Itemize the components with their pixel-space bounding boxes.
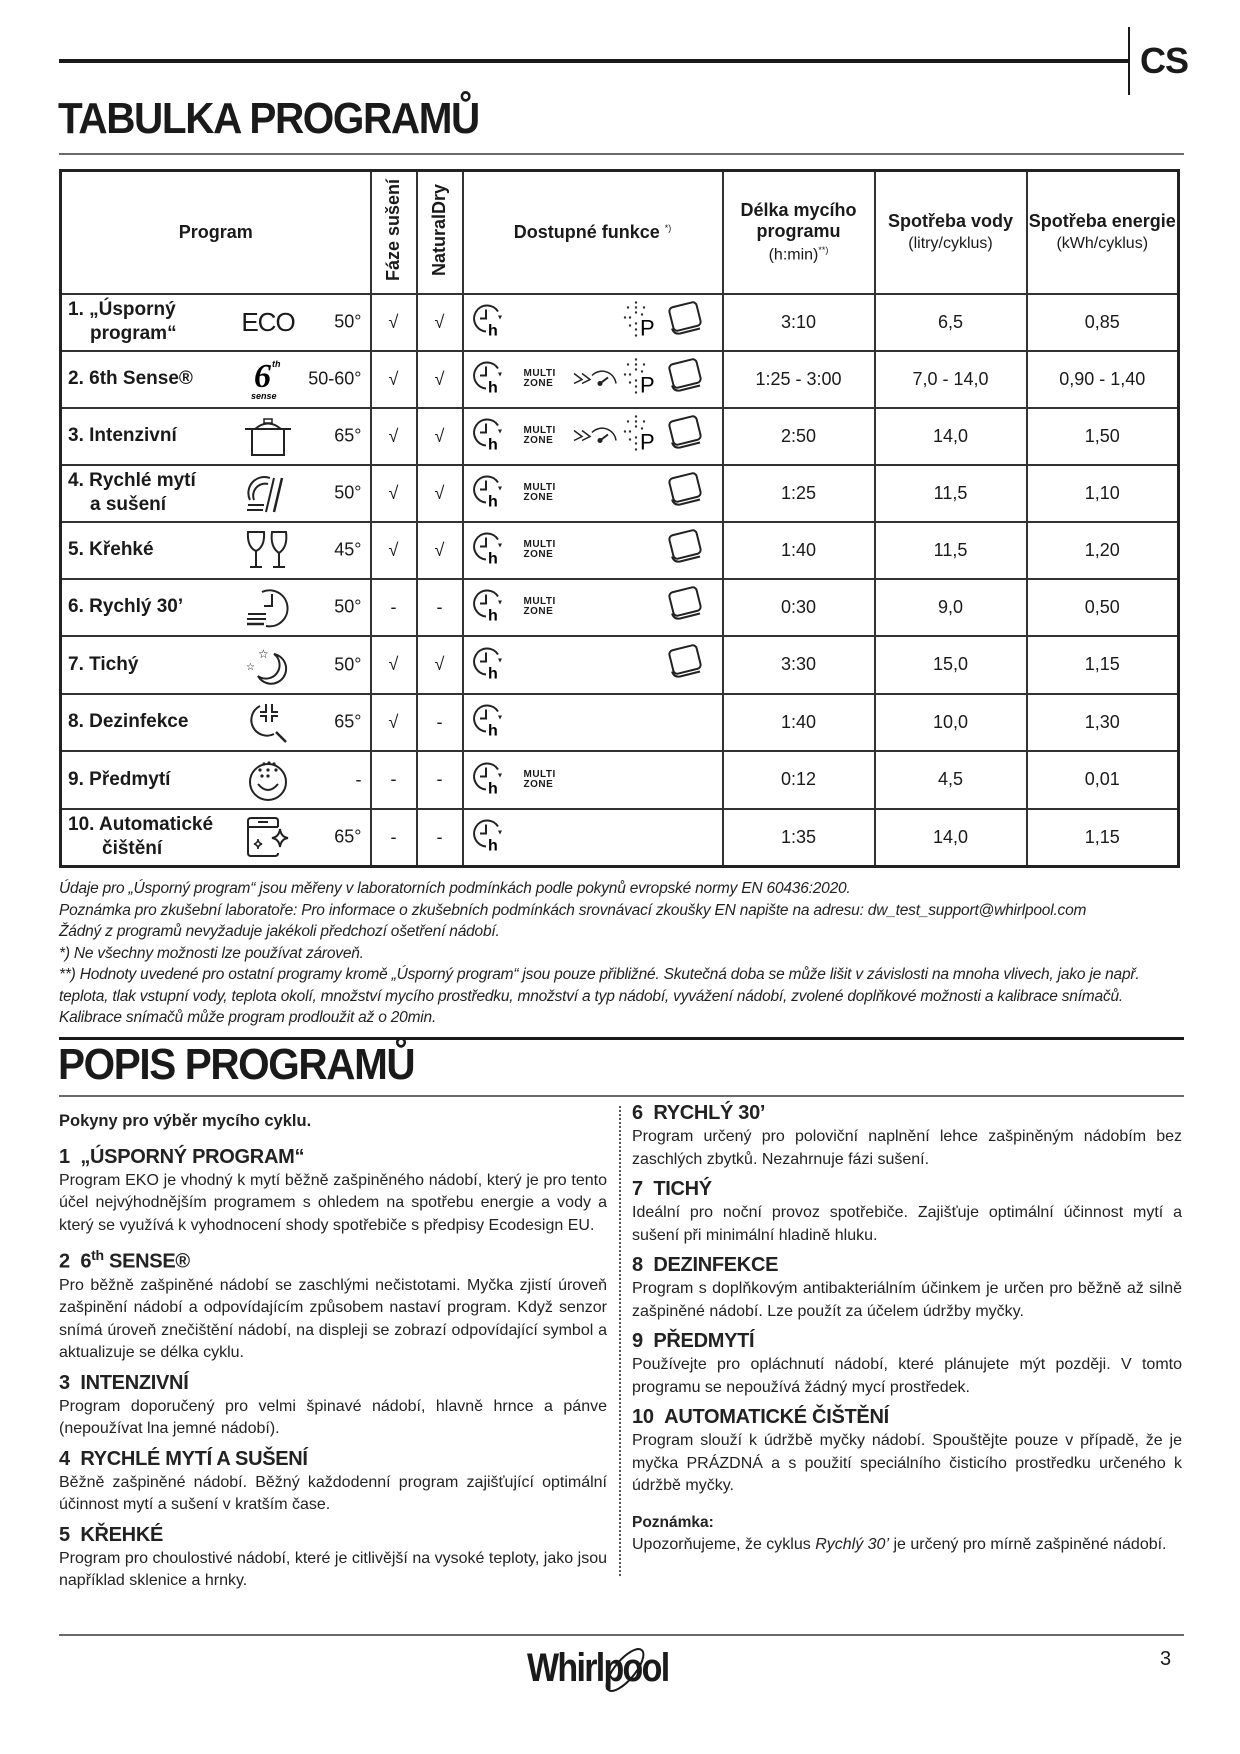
program-name: 3. Intenzivní: [68, 425, 177, 446]
multizone-icon: MULTI ZONE: [523, 539, 556, 560]
auto-clean-icon: [242, 815, 294, 859]
program-table-title: TABULKA PROGRAMŮ: [58, 94, 479, 143]
drying-phase-cell: √: [371, 294, 417, 351]
program-name: 9. Předmytí: [68, 768, 171, 790]
note-title: Poznámka:: [632, 1513, 714, 1531]
power-clean-icon: [622, 357, 658, 397]
program-name: 10. Automatické čištění: [68, 814, 214, 859]
quick-clock-icon: [242, 585, 294, 629]
svg-text:☆: ☆: [258, 646, 269, 661]
prewash-icon: [242, 758, 294, 802]
footnote-approx: **) Hodnoty uvedené pro ostatní programy kromě „Úsporný program“ jsou pouze přibližné. Skutečná doba se může lišit v závislosti na mnoha vlivech, jako je např. teplota, tlak vstupní vody, teplota okolí, množství mycího prostředku, množství a typ nádobí, vyvážení nádobí, zvolené doplňkové možnosti a kalibrace snímačů. Kalibrace snímačů může program prodloužit až o 20min.: [59, 966, 1140, 1026]
program-temperature: 50°: [334, 311, 362, 332]
description-column-right: [632, 1101, 1182, 1557]
energy-cell: 0,90 - 1,40: [1027, 351, 1179, 408]
table-header-row: [61, 171, 1179, 294]
program-description-heading: 5 KŘEHKÉ: [59, 1523, 163, 1546]
water-cell: 10,0: [875, 694, 1027, 751]
program-cell: [61, 694, 371, 751]
drying-phase-cell: -: [371, 809, 417, 867]
table-row: [61, 751, 1179, 809]
program-cell: [61, 751, 371, 809]
svg-text:h: h: [487, 436, 498, 452]
program-description-7: [632, 1177, 1182, 1247]
functions-cell: [463, 694, 723, 751]
drying-phase-cell: √: [371, 636, 417, 694]
program-description-text: Používejte pro opláchnutí nádobí, které plánujete mýt později. V tomto programu se nepoužívá žádný mycí prostředek.: [632, 1356, 1182, 1396]
duration-cell: 3:10: [723, 294, 875, 351]
delay-start-icon: [472, 817, 506, 853]
intro-text: Pokyny pro výběr mycího cyklu.: [59, 1112, 312, 1130]
drying-phase-cell: √: [371, 408, 417, 465]
natural-dry-cell: -: [417, 809, 463, 867]
svg-text:th: th: [272, 359, 281, 369]
header-duration: Délka mycího programu (h:min)**): [723, 171, 875, 294]
water-cell: 7,0 - 14,0: [875, 351, 1027, 408]
svg-text:h: h: [487, 493, 498, 509]
program-table: [59, 169, 1180, 868]
table-row: [61, 408, 1179, 465]
program-name: 4. Rychlé mytí a sušení: [68, 470, 196, 515]
drying-phase-cell: √: [371, 522, 417, 579]
functions-cell: [463, 522, 723, 579]
svg-text:h: h: [487, 607, 498, 623]
delay-start-icon: [472, 473, 506, 509]
program-description-text: Pro běžně zašpiněné nádobí se zaschlými nečistotami. Myčka zjistí úroveň zašpinění nádobí a odpovídajícím způsobem nastaví program. Když senzor snímá úroveň znečištění nádobí, na displeji se zobrazí odpovídající symbol a aktualizuje se délka cyklu.: [59, 1276, 607, 1362]
header-drying-phase: Fáze sušení: [371, 171, 417, 294]
functions-cell: [463, 294, 723, 351]
header-functions: Dostupné funkce *): [463, 171, 723, 294]
program-description-text: Program určený pro poloviční naplnění lehce zašpiněným nádobím bez zaschlých zbytků. Nezahrnuje fázi sušení.: [632, 1128, 1182, 1168]
program-description-text: Program doporučený pro velmi špinavé nádobí, hlavně hrnce a pánve (nepoužívat lna jemné nádobí).: [59, 1397, 607, 1438]
program-description-heading: 9 PŘEDMYTÍ: [632, 1330, 755, 1352]
svg-text:sense: sense: [251, 391, 277, 401]
header-water: Spotřeba vody (litry/cyklus): [875, 171, 1027, 294]
footnote-pretreatment: Žádný z programů nevyžaduje jakékoli předchozí ošetření nádobí.: [59, 923, 500, 940]
table-row: [61, 809, 1179, 867]
water-cell: 6,5: [875, 294, 1027, 351]
functions-cell: [463, 408, 723, 465]
table-row: [61, 351, 1179, 408]
duration-cell: 1:40: [723, 694, 875, 751]
top-rule: [59, 59, 1129, 63]
program-name: 6. Rychlý 30’: [68, 596, 184, 617]
drying-phase-cell: √: [371, 351, 417, 408]
program-cell: [61, 522, 371, 579]
water-cell: 4,5: [875, 751, 1027, 809]
wine-glasses-icon: [242, 528, 294, 572]
drying-phase-cell: √: [371, 694, 417, 751]
sixth-sense-icon: [242, 357, 294, 401]
program-temperature: 65°: [334, 425, 362, 446]
description-column-left: [59, 1110, 607, 1599]
program-temperature: 50°: [334, 596, 362, 617]
svg-text:h: h: [487, 550, 498, 566]
program-cell: [61, 579, 371, 636]
delay-start-icon: [472, 359, 506, 395]
energy-cell: 0,50: [1027, 579, 1179, 636]
duration-cell: 1:25 - 3:00: [723, 351, 875, 408]
program-name: 2. 6th Sense®: [68, 368, 193, 389]
tablet-icon: [666, 586, 706, 624]
delay-start-icon: [472, 759, 506, 795]
delay-start-icon: [472, 416, 506, 452]
duration-cell: 0:12: [723, 751, 875, 809]
delay-start-icon: [472, 702, 506, 738]
table-row: [61, 294, 1179, 351]
multizone-icon: MULTI ZONE: [523, 482, 556, 503]
svg-text:h: h: [487, 379, 498, 395]
header-natural-dry: NaturalDry: [417, 171, 463, 294]
duration-cell: 1:35: [723, 809, 875, 867]
duration-cell: 1:25: [723, 465, 875, 522]
delay-start-icon: [472, 530, 506, 566]
tablet-icon: [666, 472, 706, 510]
table-row: [61, 579, 1179, 636]
turbo-icon: [572, 362, 618, 392]
duration-cell: 2:50: [723, 408, 875, 465]
tablet-icon: [666, 415, 706, 453]
functions-cell: [463, 465, 723, 522]
table-footnotes: [59, 878, 1189, 1029]
program-name: 8. Dezinfekce: [68, 711, 189, 732]
natural-dry-cell: -: [417, 751, 463, 809]
drying-phase-cell: -: [371, 579, 417, 636]
program-description-2: [59, 1243, 607, 1365]
natural-dry-cell: -: [417, 579, 463, 636]
tablet-icon: [666, 358, 706, 396]
program-description-heading: 2 6th SENSE®: [59, 1247, 190, 1273]
program-name: 5. Křehké: [68, 539, 154, 560]
energy-cell: 1,50: [1027, 408, 1179, 465]
header-program: Program: [61, 171, 371, 294]
duration-cell: 1:40: [723, 522, 875, 579]
water-cell: 14,0: [875, 809, 1027, 867]
column-divider: [619, 1106, 621, 1576]
natural-dry-cell: √: [417, 408, 463, 465]
program-description-text: Program s doplňkovým antibakteriálním účinkem je určen pro běžně až silně zašpiněné nádobí. Lze použít za účelem údržby myčky.: [632, 1280, 1182, 1320]
energy-cell: 1,30: [1027, 694, 1179, 751]
natural-dry-cell: √: [417, 522, 463, 579]
eco-icon: ECO: [241, 306, 295, 337]
natural-dry-cell: √: [417, 294, 463, 351]
program-description-heading: 6 RYCHLÝ 30’: [632, 1102, 766, 1124]
natural-dry-cell: -: [417, 694, 463, 751]
svg-text:h: h: [487, 722, 498, 738]
water-cell: 14,0: [875, 408, 1027, 465]
tablet-icon: [666, 529, 706, 567]
power-clean-icon: [622, 300, 658, 340]
program-temperature: 50-60°: [308, 368, 362, 389]
program-description-6: [632, 1101, 1182, 1171]
svg-text:6: 6: [254, 358, 271, 395]
multizone-icon: MULTI ZONE: [523, 368, 556, 389]
tablet-icon: [666, 643, 706, 681]
program-cell: [61, 351, 371, 408]
drying-phase-cell: √: [371, 465, 417, 522]
energy-cell: 1,15: [1027, 809, 1179, 867]
program-description-heading: 4 RYCHLÉ MYTÍ A SUŠENÍ: [59, 1447, 308, 1470]
multizone-icon: MULTI ZONE: [523, 596, 556, 617]
program-description-text: Program EKO je vhodný k mytí běžně zašpiněného nádobí, který je pro tento účel nejvýhodnějším programem s ohledem na spotřebu energie a vody a který se využívá k vyhodnocení shody spotřebiče s předpisy Ecodesign EU.: [59, 1171, 607, 1234]
program-cell: [61, 465, 371, 522]
water-cell: 11,5: [875, 522, 1027, 579]
energy-cell: 1,10: [1027, 465, 1179, 522]
multizone-icon: MULTI ZONE: [523, 768, 556, 790]
water-cell: 11,5: [875, 465, 1027, 522]
plate-cutlery-icon: [242, 471, 294, 515]
footnote-lab: Poznámka pro zkušební laboratoře: Pro informace o zkušebních podmínkách srovnávací zkoušky EN napište na adresu: dw_test_support@whirlpool.com: [59, 901, 1087, 919]
sanitize-icon: [242, 700, 294, 744]
tablet-icon: [666, 301, 706, 339]
delay-start-icon: [472, 302, 506, 338]
program-description-heading: 3 INTENZIVNÍ: [59, 1371, 189, 1394]
water-cell: 15,0: [875, 636, 1027, 694]
program-cell: [61, 636, 371, 694]
whirlpool-logo: Whirlpool: [527, 1646, 669, 1690]
footer-rule: [59, 1634, 1184, 1636]
program-temperature: 65°: [334, 711, 362, 732]
program-description-1: [59, 1145, 607, 1238]
moon-stars-icon: [242, 643, 294, 687]
functions-cell: [463, 751, 723, 809]
multizone-icon: MULTI ZONE: [523, 425, 556, 446]
delay-start-icon: [472, 587, 506, 623]
table-row: [61, 522, 1179, 579]
footnote-eco: Údaje pro „Úsporný program“ jsou měřeny v laboratorních podmínkách podle pokynů evropské normy EN 60436:2020.: [59, 880, 851, 897]
delay-start-icon: [472, 644, 506, 680]
water-cell: 9,0: [875, 579, 1027, 636]
program-name: 1. „Úsporný program“: [68, 299, 177, 344]
program-description-text: Běžně zašpiněné nádobí. Běžný každodenní program zajišťující optimální účinnost mytí a sušení v kratším čase.: [59, 1473, 607, 1514]
program-temperature: 50°: [334, 654, 362, 674]
program-description-8: [632, 1253, 1182, 1323]
svg-text:☆: ☆: [246, 661, 255, 673]
svg-text:h: h: [487, 780, 498, 795]
duration-cell: 3:30: [723, 636, 875, 694]
energy-cell: 1,20: [1027, 522, 1179, 579]
functions-cell: [463, 579, 723, 636]
program-description-4: [59, 1447, 607, 1517]
table-row: [61, 694, 1179, 751]
table-row: [61, 636, 1179, 694]
energy-cell: 1,15: [1027, 636, 1179, 694]
program-temperature: -: [355, 769, 362, 789]
program-description-title: POPIS PROGRAMŮ: [58, 1040, 415, 1089]
svg-text:P: P: [639, 315, 655, 340]
turbo-icon: [572, 419, 618, 449]
program-description-heading: 1 „ÚSPORNÝ PROGRAM“: [59, 1145, 305, 1168]
title-underline: [59, 1095, 1184, 1097]
functions-cell: [463, 351, 723, 408]
energy-cell: 0,85: [1027, 294, 1179, 351]
footnote-options: *) Ne všechny možnosti lze používat zároveň.: [59, 944, 364, 962]
program-description-heading: 8 DEZINFEKCE: [632, 1254, 779, 1276]
program-cell: [61, 809, 371, 867]
functions-cell: [463, 809, 723, 867]
program-description-3: [59, 1371, 607, 1441]
program-description-text: Ideální pro noční provoz spotřebiče. Zajišťuje optimální účinnost mytí a sušení při minimální hladině hluku.: [632, 1204, 1182, 1244]
energy-cell: 0,01: [1027, 751, 1179, 809]
program-description-10: [632, 1405, 1182, 1498]
program-cell: [61, 294, 371, 351]
natural-dry-cell: √: [417, 351, 463, 408]
program-description-heading: 7 TICHÝ: [632, 1178, 712, 1200]
program-name: 7. Tichý: [68, 653, 139, 675]
svg-text:h: h: [487, 837, 498, 853]
natural-dry-cell: √: [417, 636, 463, 694]
language-code: CS: [1140, 40, 1189, 81]
program-description-text: Program slouží k údržbě myčky nádobí. Spouštějte pouze v případě, že je myčka PRÁZDNÁ a s použití speciálního čisticího prostředku určeného k údržbě myčky.: [632, 1432, 1182, 1494]
svg-text:h: h: [487, 665, 498, 680]
program-temperature: 50°: [334, 482, 362, 503]
svg-text:h: h: [487, 322, 498, 338]
note-text: Upozorňujeme, že cyklus Rychlý 30’ je určený pro mírně zašpiněné nádobí.: [632, 1536, 1167, 1553]
pot-icon: [242, 414, 294, 458]
svg-text:P: P: [639, 372, 655, 397]
program-temperature: 45°: [334, 539, 362, 560]
functions-cell: [463, 636, 723, 694]
program-description-heading: 10 AUTOMATICKÉ ČIŠTĚNÍ: [632, 1406, 889, 1428]
header-energy: Spotřeba energie (kWh/cyklus): [1027, 171, 1179, 294]
table-row: [61, 465, 1179, 522]
svg-text:P: P: [639, 429, 655, 454]
program-temperature: 65°: [334, 826, 362, 847]
drying-phase-cell: -: [371, 751, 417, 809]
program-description-9: [632, 1329, 1182, 1399]
program-description-5: [59, 1523, 607, 1593]
page-number: 3: [1160, 1648, 1172, 1670]
power-clean-icon: [622, 414, 658, 454]
title-underline: [59, 153, 1184, 155]
program-description-text: Program pro choulostivé nádobí, které je citlivější na vysoké teploty, jako jsou například sklenice a hrnky.: [59, 1549, 607, 1590]
whirlpool-swirl-icon: [590, 1645, 660, 1695]
duration-cell: 0:30: [723, 579, 875, 636]
program-cell: [61, 408, 371, 465]
natural-dry-cell: √: [417, 465, 463, 522]
language-tab-divider: [1128, 27, 1130, 95]
